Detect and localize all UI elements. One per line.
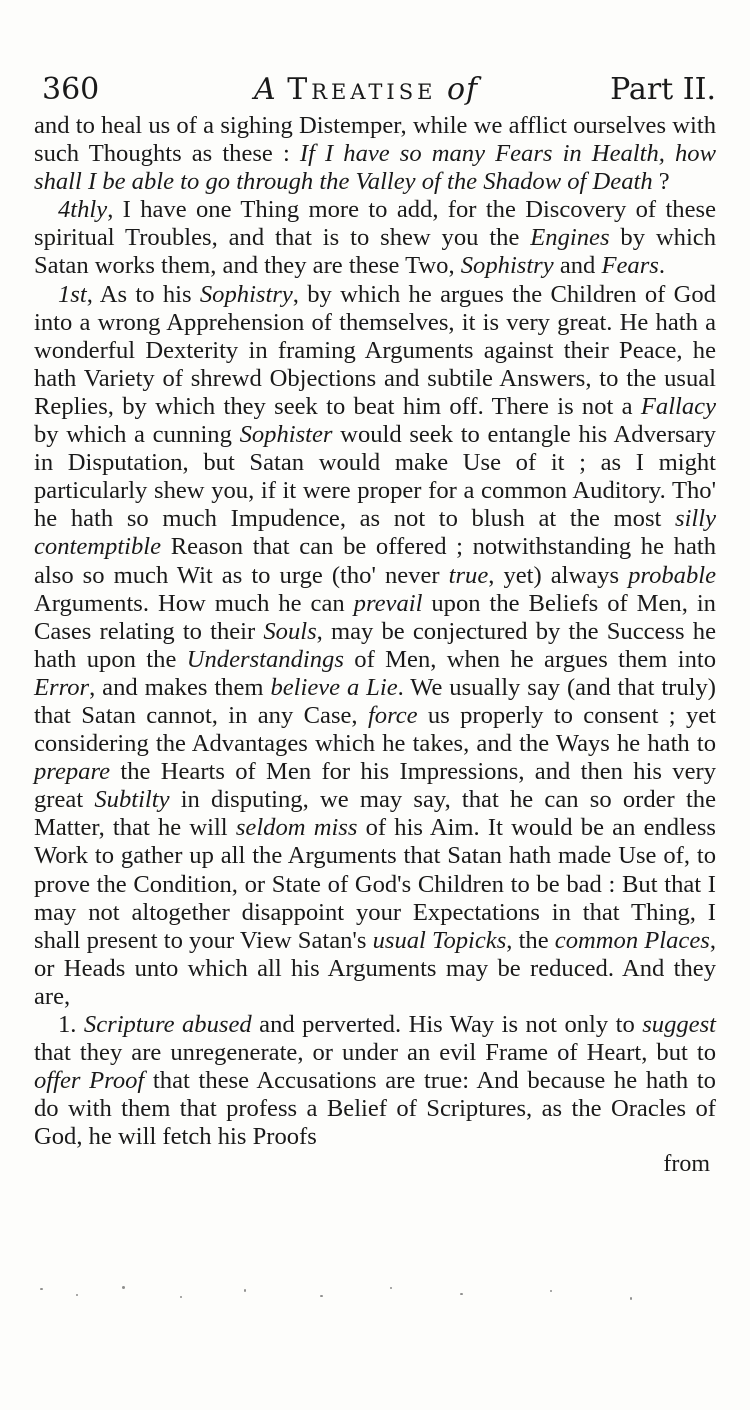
italic-run: Error: [34, 673, 90, 701]
paragraph-4: 1. Scripture abused and perverted. His Way is not only to suggest that they are unregenerate, or under an evil Frame of Heart, but to offer Proof that these Accusations are true: And because he hath to do with them that profess a Belief of Scriptures, as the Oracles of God, he will fetch his Proofs: [34, 1011, 716, 1151]
italic-run: suggest: [642, 1011, 716, 1038]
running-title: [254, 70, 478, 110]
running-header: [34, 70, 716, 112]
italic-run: seldom miss: [235, 814, 358, 842]
italic-run: Understandings: [186, 645, 344, 673]
italic-run: prepare: [34, 758, 111, 786]
italic-run: probable: [628, 561, 717, 589]
italic-run: Sophistry: [199, 280, 293, 308]
italic-run: Fears: [601, 252, 659, 280]
italic-run: Sophistry: [460, 252, 554, 280]
page-number: 360: [42, 72, 100, 107]
italic-run: Engines: [530, 224, 610, 252]
catchword: from: [663, 1151, 710, 1178]
part-label: Part II.: [610, 72, 716, 107]
italic-run: silly contemptible: [34, 505, 716, 561]
title-suffix: of: [446, 72, 479, 107]
paragraph-3: 1st, As to his Sophistry, by which he argues the Children of God into a wrong Apprehension of themselves, it is very great. He hath a wonderful Dexterity in framing Arguments against their Peace, he hath Variety of shrewd Objections and subtile Answers, to the usual Replies, by which they seek to beat him off. There is not a Fallacy by which a cunning Sophister would seek to entangle his Adversary in Disputation, but Satan would make Use of it ; as I might particularly shew you, if it were proper for a common Auditory. Tho' he hath so much Impudence, as not to blush at the most silly contemptible Reason that can be offered ; notwithstanding he hath also so much Wit as to urge (tho' never true, yet) always probable Arguments. How much he can prevail upon the Beliefs of Men, in Cases relating to their Souls, may be conjectured by the Success he hath upon the Understandings of Men, when he argues them into Error, and makes them believe a Lie. We usually say (and that truly) that Satan cannot, in any Case, force us properly to consent ; yet considering the Advantages which he takes, and the Ways he hath to prepare the Hearts of Men for his Impressions, and then his very great Subtilty in disputing, we may say, that he can so order the Matter, that he will seldom miss of his Aim. It would be an endless Work to gather up all the Arguments that Satan hath made Use of, to prove the Condition, or State of God's Children to be bad : But that I may not altogether disappoint your Expectations in that Thing, I shall present to your View Satan's usual Topicks, the common Places, or Heads unto which all his Arguments may be reduced. And they are,: [34, 280, 717, 1010]
italic-run: usual Topicks: [372, 926, 507, 954]
italic-run: Subtilty: [94, 786, 170, 814]
paragraph-1: and to heal us of a sighing Distemper, while we afflict ourselves with such Thoughts as these : If I have so many Fears in Health, how shall I be able to go through the Valley of the Shadow of Death ?: [34, 112, 716, 196]
italic-run: Sophister: [239, 421, 333, 449]
paragraph-2: 4thly, I have one Thing more to add, for the Discovery of these spiritual Troubles, and that is to shew you the Engines by which Satan works them, and they are these Two, Sophistry and Fears.: [34, 196, 716, 280]
title-prefix: A: [254, 72, 277, 107]
title-main: Treatise: [287, 72, 437, 107]
italic-run: true: [448, 561, 489, 589]
body-text: [34, 112, 716, 1151]
print-speckle-decoration: [30, 1280, 720, 1308]
italic-run: Scripture abused: [83, 1011, 252, 1038]
italic-run: 1st: [58, 280, 87, 308]
italic-run: force: [367, 701, 418, 729]
italic-run: If I have so many Fears in Health, how shall I be able to go through the Valley of the Shadow of Death: [34, 140, 716, 196]
italic-run: offer Proof: [34, 1067, 145, 1095]
italic-run: believe a Lie: [270, 673, 398, 701]
italic-run: prevail: [353, 589, 423, 617]
italic-run: Souls: [263, 617, 317, 645]
book-page: [34, 70, 716, 1178]
italic-run: 4thly: [58, 196, 108, 224]
italic-run: Fallacy: [640, 392, 716, 420]
italic-run: common Places: [554, 926, 710, 954]
